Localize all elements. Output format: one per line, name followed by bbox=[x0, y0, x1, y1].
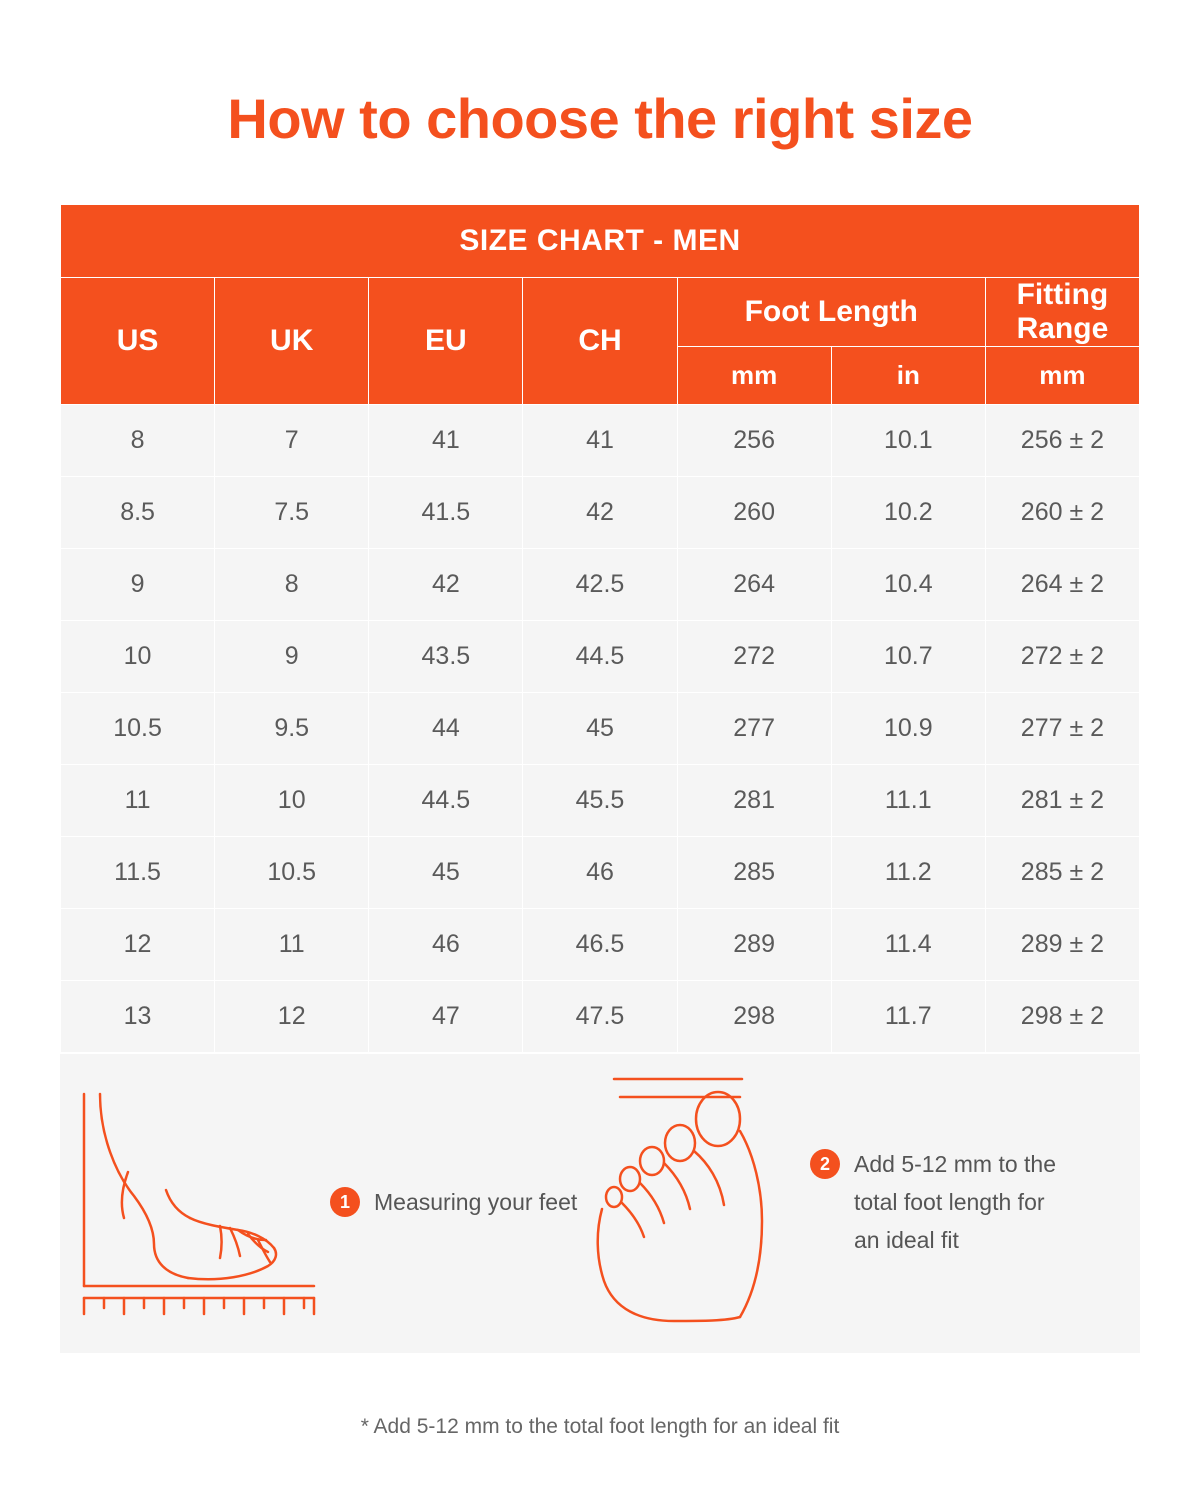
step-2-block bbox=[590, 1071, 1130, 1336]
step-1-badge: 1 bbox=[330, 1187, 360, 1217]
cell-mm: 277 bbox=[677, 692, 831, 764]
cell-ch: 45 bbox=[523, 692, 677, 764]
cell-ch: 46 bbox=[523, 836, 677, 908]
cell-mm: 264 bbox=[677, 548, 831, 620]
cell-fit: 289 ± 2 bbox=[985, 908, 1139, 980]
size-chart-table-wrap bbox=[60, 204, 1140, 1053]
step-2 bbox=[810, 1146, 1064, 1260]
table-row bbox=[61, 836, 1140, 908]
cell-mm: 272 bbox=[677, 620, 831, 692]
cell-fit: 272 ± 2 bbox=[985, 620, 1139, 692]
cell-in: 10.4 bbox=[831, 548, 985, 620]
header-foot-length: Foot Length bbox=[677, 277, 985, 346]
step-1-text: Measuring your feet bbox=[374, 1189, 578, 1216]
cell-mm: 256 bbox=[677, 404, 831, 476]
table-row bbox=[61, 980, 1140, 1052]
cell-eu: 44 bbox=[369, 692, 523, 764]
header-foot-length-in: in bbox=[831, 346, 985, 404]
cell-us: 11 bbox=[61, 764, 215, 836]
cell-uk: 9 bbox=[215, 620, 369, 692]
cell-fit: 260 ± 2 bbox=[985, 476, 1139, 548]
cell-mm: 298 bbox=[677, 980, 831, 1052]
cell-eu: 45 bbox=[369, 836, 523, 908]
cell-us: 11.5 bbox=[61, 836, 215, 908]
cell-us: 9 bbox=[61, 548, 215, 620]
cell-mm: 289 bbox=[677, 908, 831, 980]
step-2-badge: 2 bbox=[810, 1149, 840, 1179]
cell-us: 8 bbox=[61, 404, 215, 476]
measuring-instructions-panel bbox=[60, 1053, 1140, 1353]
foot-side-ruler-icon bbox=[70, 1076, 330, 1331]
cell-us: 13 bbox=[61, 980, 215, 1052]
header-eu: EU bbox=[369, 277, 523, 404]
cell-in: 11.2 bbox=[831, 836, 985, 908]
cell-us: 8.5 bbox=[61, 476, 215, 548]
table-row bbox=[61, 764, 1140, 836]
cell-eu: 47 bbox=[369, 980, 523, 1052]
table-row bbox=[61, 620, 1140, 692]
table-row bbox=[61, 548, 1140, 620]
cell-eu: 43.5 bbox=[369, 620, 523, 692]
cell-ch: 46.5 bbox=[523, 908, 677, 980]
table-row bbox=[61, 404, 1140, 476]
foot-top-toes-icon bbox=[590, 1071, 810, 1336]
cell-uk: 11 bbox=[215, 908, 369, 980]
cell-uk: 12 bbox=[215, 980, 369, 1052]
cell-uk: 7.5 bbox=[215, 476, 369, 548]
header-uk: UK bbox=[215, 277, 369, 404]
cell-ch: 47.5 bbox=[523, 980, 677, 1052]
cell-eu: 46 bbox=[369, 908, 523, 980]
cell-eu: 41.5 bbox=[369, 476, 523, 548]
cell-us: 12 bbox=[61, 908, 215, 980]
cell-mm: 285 bbox=[677, 836, 831, 908]
step-1-block bbox=[70, 1076, 590, 1331]
cell-fit: 281 ± 2 bbox=[985, 764, 1139, 836]
table-banner-row bbox=[61, 204, 1140, 277]
cell-ch: 42 bbox=[523, 476, 677, 548]
cell-in: 11.4 bbox=[831, 908, 985, 980]
cell-fit: 264 ± 2 bbox=[985, 548, 1139, 620]
cell-ch: 42.5 bbox=[523, 548, 677, 620]
cell-ch: 45.5 bbox=[523, 764, 677, 836]
table-row bbox=[61, 476, 1140, 548]
header-fitting-range-mm: mm bbox=[985, 346, 1139, 404]
table-row bbox=[61, 692, 1140, 764]
footnote: * Add 5-12 mm to the total foot length for an ideal fit bbox=[360, 1414, 840, 1438]
cell-in: 11.1 bbox=[831, 764, 985, 836]
cell-uk: 7 bbox=[215, 404, 369, 476]
cell-in: 10.1 bbox=[831, 404, 985, 476]
page-title: How to choose the right size bbox=[227, 87, 973, 150]
cell-uk: 10 bbox=[215, 764, 369, 836]
size-chart-table bbox=[60, 204, 1140, 1053]
cell-fit: 285 ± 2 bbox=[985, 836, 1139, 908]
cell-fit: 256 ± 2 bbox=[985, 404, 1139, 476]
cell-uk: 10.5 bbox=[215, 836, 369, 908]
header-foot-length-mm: mm bbox=[677, 346, 831, 404]
header-ch: CH bbox=[523, 277, 677, 404]
cell-uk: 9.5 bbox=[215, 692, 369, 764]
cell-fit: 298 ± 2 bbox=[985, 980, 1139, 1052]
cell-in: 10.7 bbox=[831, 620, 985, 692]
cell-in: 10.2 bbox=[831, 476, 985, 548]
cell-in: 11.7 bbox=[831, 980, 985, 1052]
cell-fit: 277 ± 2 bbox=[985, 692, 1139, 764]
step-1 bbox=[330, 1184, 577, 1222]
cell-eu: 42 bbox=[369, 548, 523, 620]
cell-ch: 44.5 bbox=[523, 620, 677, 692]
header-us: US bbox=[61, 277, 215, 404]
size-chart-banner: SIZE CHART - MEN bbox=[61, 204, 1140, 277]
cell-in: 10.9 bbox=[831, 692, 985, 764]
step-2-text: Add 5-12 mm to the total foot length for an ideal fit bbox=[854, 1151, 1056, 1254]
table-row bbox=[61, 908, 1140, 980]
table-header-row-1 bbox=[61, 277, 1140, 346]
cell-uk: 8 bbox=[215, 548, 369, 620]
cell-eu: 44.5 bbox=[369, 764, 523, 836]
cell-mm: 281 bbox=[677, 764, 831, 836]
cell-us: 10 bbox=[61, 620, 215, 692]
header-fitting-range: Fitting Range bbox=[985, 277, 1139, 346]
cell-mm: 260 bbox=[677, 476, 831, 548]
cell-ch: 41 bbox=[523, 404, 677, 476]
cell-eu: 41 bbox=[369, 404, 523, 476]
cell-us: 10.5 bbox=[61, 692, 215, 764]
